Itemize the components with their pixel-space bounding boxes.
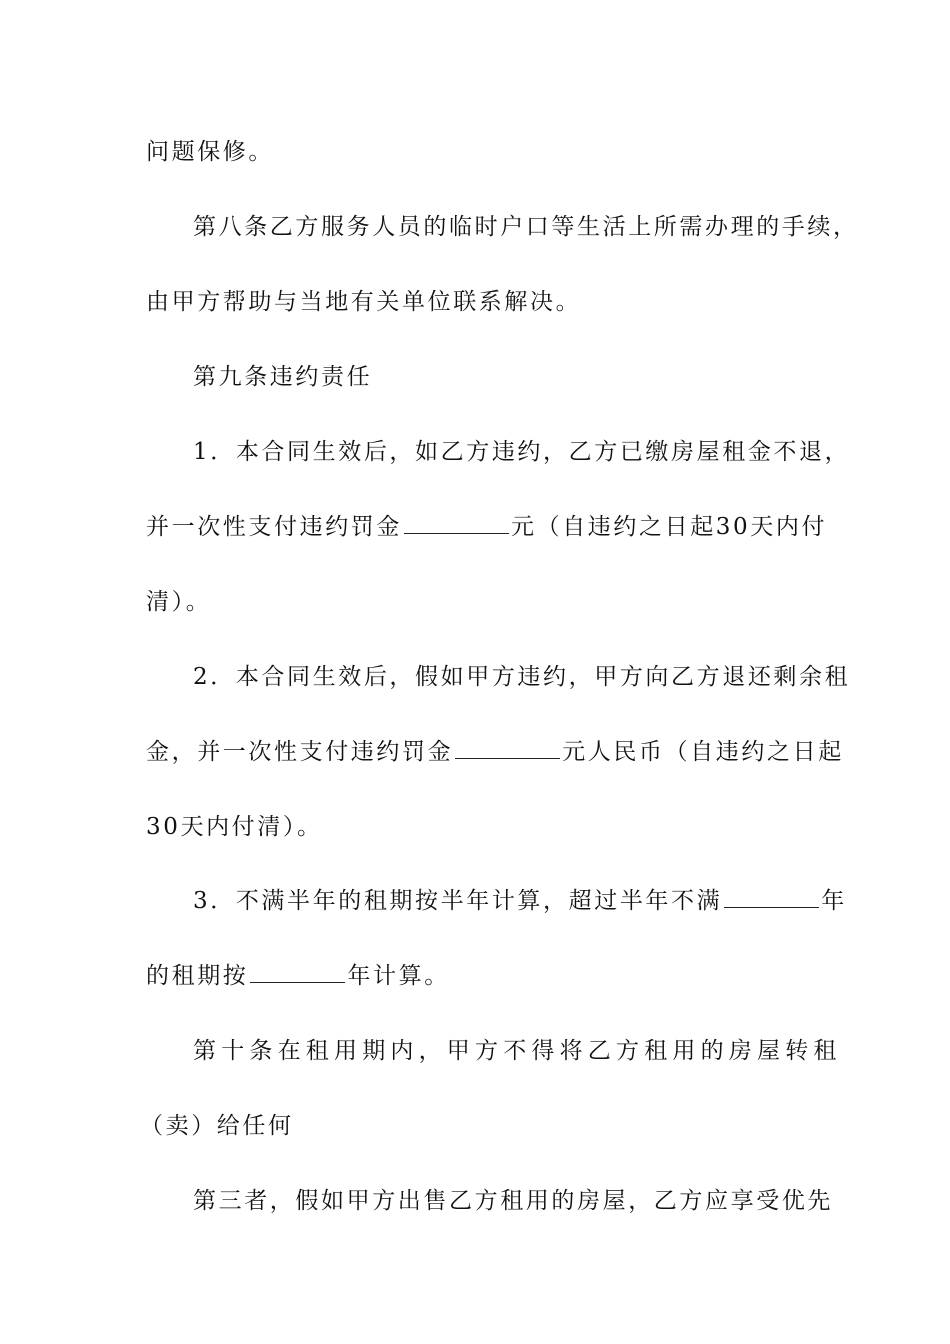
- text-line-14: [140, 1111, 820, 1141]
- section-heading-article-9: [193, 362, 873, 392]
- fill-blank[interactable]: [250, 962, 345, 983]
- line-text: 3．不满半年的租期按半年计算，超过半年不满: [193, 888, 723, 914]
- line-text: 问题保修。: [146, 139, 274, 165]
- line-text: 第九条违约责任: [193, 364, 373, 390]
- fill-blank[interactable]: [455, 738, 560, 759]
- line-text: 由甲方帮助与当地有关单位联系解决。: [146, 289, 582, 315]
- line-text: 清）。: [146, 589, 212, 615]
- line-text: 金，并一次性支付违约罚金: [146, 739, 454, 765]
- line-text: 年计算。: [347, 963, 450, 989]
- line-text: 第十条在租用期内，甲方不得将乙方租用的房屋转租: [193, 1038, 842, 1064]
- line-text: 第三者，假如甲方出售乙方租用的房屋，乙方应享受优先: [193, 1188, 833, 1214]
- line-text: 年: [821, 888, 847, 914]
- text-line-8: [193, 662, 873, 692]
- text-line-3: [146, 287, 826, 317]
- line-text: 2．本合同生效后，假如甲方违约，甲方向乙方退还剩余租: [193, 664, 851, 690]
- text-line-10: [146, 812, 826, 842]
- line-text: 元人民币（自违约之日起: [562, 739, 844, 765]
- text-line-6: [146, 512, 826, 542]
- text-line-9: [146, 737, 844, 767]
- text-line-11: [193, 886, 873, 916]
- text-line-12: [146, 961, 826, 991]
- fill-blank[interactable]: [404, 513, 509, 534]
- line-text: 第八条乙方服务人员的临时户口等生活上所需办理的手续，: [193, 214, 859, 240]
- line-text: 1．本合同生效后，如乙方违约，乙方已缴房屋租金不退，: [193, 439, 851, 465]
- text-line-2: [193, 212, 873, 242]
- line-text: 元（自违约之日起30天内付: [511, 514, 828, 540]
- line-text: 的租期按: [146, 963, 249, 989]
- text-line-1: [146, 137, 826, 167]
- line-text: 并一次性支付违约罚金: [146, 514, 402, 540]
- line-text: （卖）给任何: [140, 1113, 294, 1139]
- line-text: 30天内付清）。: [146, 814, 323, 840]
- text-line-13: [193, 1036, 873, 1066]
- text-line-5: [193, 437, 873, 467]
- text-line-7: [146, 587, 826, 617]
- fill-blank[interactable]: [724, 887, 819, 908]
- text-line-15: [193, 1186, 873, 1216]
